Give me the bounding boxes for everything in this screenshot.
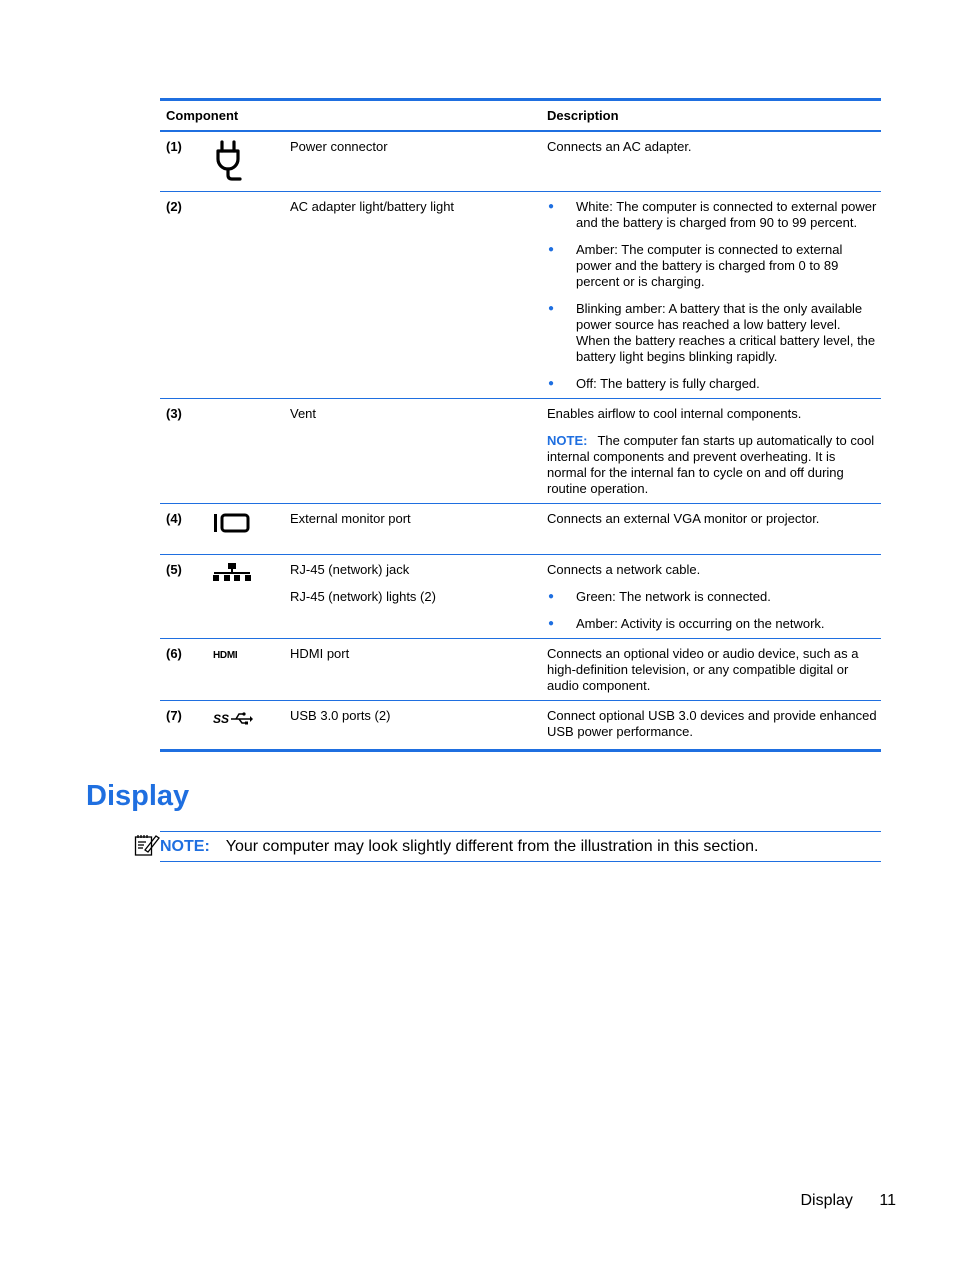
component-description [547,406,881,497]
row-number: (4) [166,511,182,526]
component-name [290,562,547,632]
table-row [160,701,881,749]
component-name-text: Power connector [290,139,388,154]
page-number: 11 [879,1192,896,1209]
power-plug-icon [210,139,290,185]
row-number: (5) [166,562,182,577]
component-name-text: AC adapter light/battery light [290,199,455,214]
component-description [547,646,881,694]
component-name [290,708,547,743]
svg-text:SS: SS [213,712,230,726]
table-header [160,101,881,132]
bullet-icon: ● [548,591,555,602]
bullet-icon: ● [548,201,555,212]
row-number: (1) [166,139,182,154]
component-name-text: RJ-45 (network) jack [290,562,410,577]
table-row [160,399,881,504]
component-name [290,199,547,392]
components-table [160,98,881,752]
icon-cell-empty [210,406,290,497]
row-number: (7) [166,708,182,723]
footer-section: Display [800,1192,853,1209]
note-text: The computer fan starts up automatically to cool internal components and prevent overheating. It is normal for the internal fan to cycle on and off during routine operation. [547,433,875,496]
component-name-text: External monitor port [290,511,411,526]
bullet-text: Amber: Activity is occurring on the network. [576,616,825,631]
component-description [547,708,881,743]
list-item [547,616,877,632]
bullet-icon: ● [548,378,555,389]
bullet-text: White: The computer is connected to external power and the battery is charged from 90 to 99 percent. [576,199,877,230]
component-name [290,406,547,497]
component-name-text: HDMI port [290,646,350,661]
note-paragraph [547,433,877,497]
component-description [547,511,881,548]
table-row [160,192,881,399]
description-text: Connects an external VGA monitor or projector. [547,511,820,526]
vga-monitor-icon [210,511,290,548]
note-label: NOTE: [547,433,588,448]
bullet-text: Off: The battery is fully charged. [576,376,760,391]
bullet-icon: ● [548,618,555,629]
description-text: Connect optional USB 3.0 devices and provide enhanced USB power performance. [547,708,877,739]
list-item [547,242,877,290]
usb3-icon [210,708,290,743]
list-item [547,199,877,231]
note-pencil-icon [134,833,160,862]
hdmi-icon [210,646,290,694]
bullet-icon: ● [548,244,555,255]
section-title: Display [86,780,190,812]
note-label: NOTE: [160,837,210,855]
bullet-text: Blinking amber: A battery that is the only available power source has reached a low battery level. When the battery reaches a critical battery level, the battery light begins blinking rapidly. [576,301,876,364]
note-box [160,831,881,862]
page-footer [800,1192,896,1210]
bullet-text: Amber: The computer is connected to external power and the battery is charged from 0 to 89 percent or is charging. [576,242,843,289]
list-item [547,376,877,392]
component-name-text: USB 3.0 ports (2) [290,708,391,723]
component-description [547,199,881,392]
description-text: Connects a network cable. [547,562,701,577]
table-row [160,639,881,701]
table-row [160,504,881,555]
list-item [547,301,877,365]
header-component: Component [166,108,239,123]
description-text: Connects an AC adapter. [547,139,692,154]
row-number: (6) [166,646,182,661]
svg-text:HDMI: HDMI [213,650,238,661]
row-number: (2) [166,199,182,214]
bullet-icon: ● [548,303,555,314]
table-row [160,132,881,192]
description-text: Enables airflow to cool internal components. [547,406,802,421]
component-name-text: Vent [290,406,317,421]
component-name [290,139,547,185]
network-icon [210,562,290,632]
icon-cell-empty [210,199,290,392]
description-text: Connects an optional video or audio device, such as a high-definition television, or any compatible digital or audio component. [547,646,859,693]
component-name [290,511,547,548]
component-name [290,646,547,694]
component-description [547,562,881,632]
bullet-text: Green: The network is connected. [576,589,771,604]
list-item [547,589,877,605]
header-description: Description [547,108,619,123]
table-row [160,555,881,639]
component-description [547,139,881,185]
component-name-text: RJ-45 (network) lights (2) [290,589,436,604]
row-number: (3) [166,406,182,421]
note-text: Your computer may look slightly different from the illustration in this section. [225,837,759,855]
